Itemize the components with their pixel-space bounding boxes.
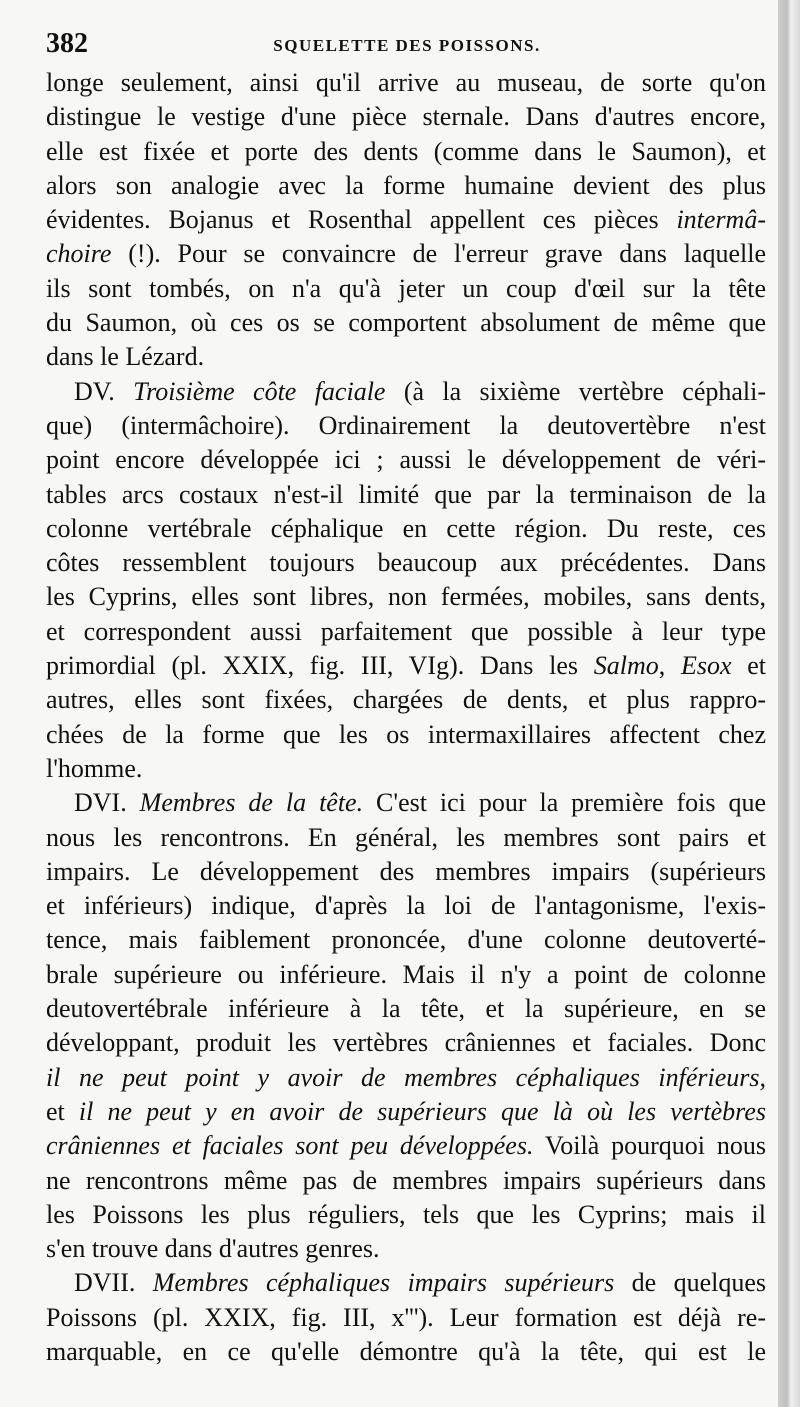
text-line <box>46 237 766 271</box>
italic-segment: Membres céphaliques impairs supérieurs <box>152 1268 615 1298</box>
text-line <box>46 1095 766 1129</box>
text-segment: autres, elles sont fixées, chargées de dents, et plus rappro- <box>46 685 766 715</box>
text-line <box>46 478 766 512</box>
text-segment: DV. <box>74 376 134 406</box>
italic-segment: il ne peut point y avoir de membres céphaliques inférieurs, <box>46 1062 766 1092</box>
text-segment: dans le Lézard. <box>46 342 205 372</box>
italic-segment: il ne peut y en avoir de supérieurs que là où les vertèbres <box>78 1096 766 1126</box>
text-segment: primordial (pl. XXIX, fig. III, VIg). Dans les <box>46 651 594 681</box>
text-line <box>46 272 766 306</box>
text-segment: elle est fixée et porte des dents (comme dans le Saumon), et <box>46 136 766 166</box>
text-line <box>46 203 766 237</box>
text-line <box>46 855 766 889</box>
text-line <box>46 100 766 134</box>
text-segment: ne rencontrons même pas de membres impairs supérieurs dans <box>46 1165 766 1195</box>
italic-segment: intermâ- <box>676 205 766 235</box>
text-segment: de quelques <box>614 1268 766 1298</box>
text-segment: s'en trouve dans d'autres genres. <box>46 1234 380 1264</box>
text-line <box>46 1266 766 1300</box>
text-segment: Voilà pourquoi nous <box>533 1131 766 1161</box>
text-line <box>46 615 766 649</box>
text-segment: et inférieurs) indique, d'après la loi de l'antagonisme, l'exis- <box>46 891 766 921</box>
text-line <box>46 1232 766 1266</box>
text-segment: et <box>731 651 766 681</box>
italic-segment: Salmo <box>593 651 659 681</box>
text-line <box>46 718 766 752</box>
text-line <box>46 992 766 1026</box>
text-segment: que) (intermâchoire). Ordinairement la deutovertèbre n'est <box>46 410 766 440</box>
text-segment: C'est ici pour la première fois que <box>363 788 766 818</box>
text-segment: chées de la forme que les os intermaxillaires affectent chez <box>46 719 766 749</box>
running-title: SQUELETTE DES POISSONS. <box>273 36 541 55</box>
page-edge <box>778 0 800 1407</box>
page-number: 382 <box>46 28 88 59</box>
text-line <box>46 821 766 855</box>
text-line <box>46 169 766 203</box>
text-segment: ils sont tombés, on n'a qu'à jeter un coup d'œil sur la tête <box>46 273 766 303</box>
italic-segment: choire <box>46 239 112 269</box>
text-line <box>46 1061 766 1095</box>
text-segment: du Saumon, où ces os se comportent absolument de même que <box>46 308 766 338</box>
text-segment: longe seulement, ainsi qu'il arrive au museau, de sorte qu'on <box>46 68 766 97</box>
text-segment: tables arcs costaux n'est-il limité que par la terminaison de la <box>46 479 766 509</box>
text-segment: colonne vertébrale céphalique en cette région. Du reste, ces <box>46 513 766 543</box>
text-segment: alors son analogie avec la forme humaine devient des plus <box>46 170 766 200</box>
text-line <box>46 135 766 169</box>
text-segment: impairs. Le développement des membres impairs (supérieurs <box>46 856 766 886</box>
text-line <box>46 340 766 374</box>
text-segment: côtes ressemblent toujours beaucoup aux précédentes. Dans <box>46 548 766 578</box>
text-line <box>46 649 766 683</box>
text-line <box>46 958 766 992</box>
text-line <box>46 1026 766 1060</box>
text-line <box>46 546 766 580</box>
text-segment: l'homme. <box>46 753 143 783</box>
page-header <box>46 28 768 64</box>
text-line <box>46 923 766 957</box>
text-segment: , <box>658 651 681 681</box>
text-line <box>46 1335 766 1369</box>
text-segment: tence, mais faiblement prononcée, d'une colonne deutoverté- <box>46 925 766 955</box>
text-segment: deutovertébrale inférieure à la tête, et la supérieure, en se <box>46 994 766 1024</box>
text-line <box>46 683 766 717</box>
text-line <box>46 512 766 546</box>
text-segment: marquable, en ce qu'elle démontre qu'à la tête, qui est le <box>46 1336 766 1366</box>
text-segment: nous les rencontrons. En général, les membres sont pairs et <box>46 822 766 852</box>
text-line <box>46 375 766 409</box>
text-line <box>46 306 766 340</box>
text-line <box>46 752 766 786</box>
text-segment: DVII. <box>74 1268 153 1298</box>
text-segment: distingue le vestige d'une pièce sternale. Dans d'autres encore, <box>46 102 766 132</box>
text-line <box>46 786 766 820</box>
text-segment: (!). Pour se convaincre de l'erreur grave dans laquelle <box>111 239 766 269</box>
text-segment: (à la sixième vertèbre céphali- <box>385 376 766 406</box>
italic-segment: Esox <box>680 651 732 681</box>
text-segment: point encore développée ici ; aussi le développement de véri- <box>46 445 766 475</box>
text-segment: et <box>46 1096 79 1126</box>
text-body <box>46 66 766 1369</box>
text-segment: Poissons (pl. XXIX, fig. III, x'''). Leur formation est déjà re- <box>46 1302 766 1332</box>
text-line <box>46 889 766 923</box>
italic-segment: crâniennes et faciales sont peu développées. <box>46 1131 534 1161</box>
text-line <box>46 409 766 443</box>
text-line <box>46 580 766 614</box>
text-line <box>46 1129 766 1163</box>
text-line <box>46 1301 766 1335</box>
text-line <box>46 1198 766 1232</box>
text-line <box>46 1164 766 1198</box>
text-segment: évidentes. Bojanus et Rosenthal appellent ces pièces <box>46 205 677 235</box>
text-segment: DVI. <box>74 788 140 818</box>
text-line <box>46 443 766 477</box>
italic-segment: Troisième côte faciale <box>133 376 386 406</box>
italic-segment: Membres de la tête. <box>139 788 364 818</box>
text-segment: et correspondent aussi parfaitement que possible à leur type <box>46 616 766 646</box>
text-segment: brale supérieure ou inférieure. Mais il n'y a point de colonne <box>46 959 766 989</box>
text-segment: les Cyprins, elles sont libres, non fermées, mobiles, sans dents, <box>46 582 766 612</box>
text-segment: développant, produit les vertèbres crâniennes et faciales. Donc <box>46 1028 766 1058</box>
text-segment: les Poissons les plus réguliers, tels que les Cyprins; mais il <box>46 1199 766 1229</box>
text-line <box>46 66 766 100</box>
